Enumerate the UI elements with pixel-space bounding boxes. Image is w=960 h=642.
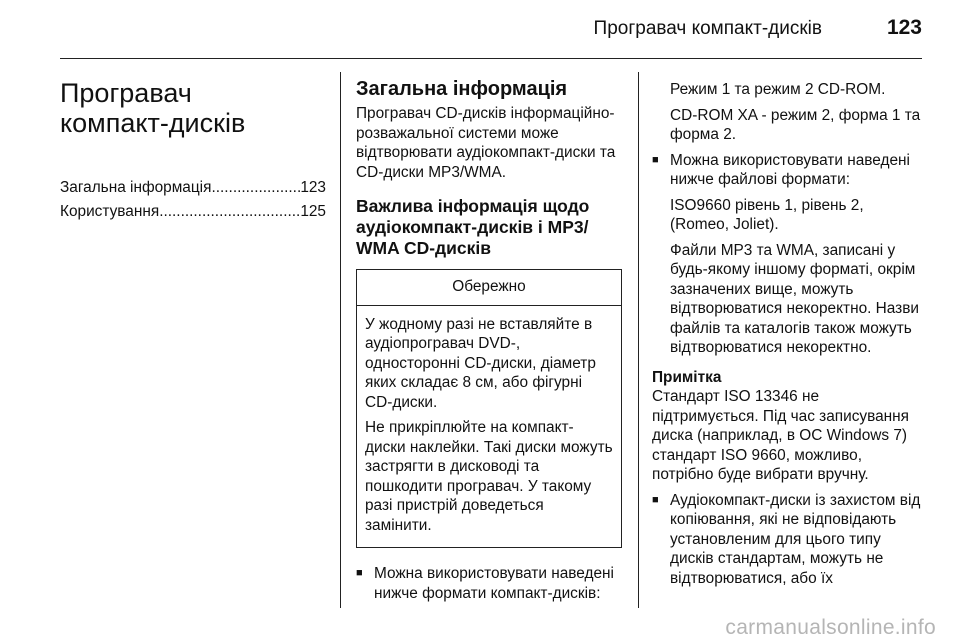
chapter-title-line1: Програвач <box>60 78 192 108</box>
column-divider-1 <box>340 72 341 608</box>
format-line-2: CD-ROM XA - режим 2, форма 1 та форма 2. <box>670 106 921 143</box>
caution-box <box>356 269 622 548</box>
bullet-item: ■ Можна використовувати наведені нижче файлові формати: <box>652 151 924 190</box>
toc-entry-label: Загальна інформація <box>60 179 212 196</box>
intro-paragraph: Програвач CD-дисків інформаційно-розважальної системи може відтворювати аудіокомпакт-диски та CD-диски MP3/WMA. <box>356 105 616 181</box>
column-divider-2 <box>638 72 639 608</box>
format-line-1: Режим 1 та режим 2 CD-ROM. <box>670 81 886 98</box>
running-title: Програвач компакт-дисків <box>593 18 822 39</box>
caution-body <box>357 306 621 548</box>
toc-entry-label: Користування <box>60 202 160 220</box>
page-number: 123 <box>886 16 922 39</box>
chapter-title-line2: компакт-дисків <box>60 108 246 138</box>
toc-leader-dots <box>159 202 300 222</box>
iso-format-line: ISO9660 рівень 1, рівень 2, (Romeo, Joliet). <box>670 196 864 233</box>
column-3 <box>652 80 924 594</box>
column-2 <box>356 78 622 609</box>
subsection-heading: Важлива інформація щодо аудіокомпакт-дисків і MP3/ WMA CD-дисків <box>356 196 590 258</box>
watermark: carmanualsonline.info <box>725 616 936 639</box>
bullet-item: ■ Можна використовувати наведені нижче формати компакт-дисків: <box>356 564 622 603</box>
bullet-item: ■ Аудіокомпакт-диски із захистом від копіювання, які не відповідають установленим для цього типу дисків стандартам, можуть не відтворюватися, або їх <box>652 491 924 589</box>
toc-entry-page: 123 <box>300 179 326 196</box>
toc-leader-dots <box>211 178 300 198</box>
chapter-title <box>60 78 326 138</box>
note-body: Стандарт ISO 13346 не підтримується. Під час записування диска (наприклад, в ОС Windows 7) стандарт ISO 9660, можливо, потрібно буде вибрати вручну. <box>652 388 910 483</box>
note-title: Примітка <box>652 368 722 386</box>
header-rule <box>60 58 922 59</box>
caution-paragraph-2: Не прикріплюйте на компакт-диски наклейки. Такі диски можуть застрягти в дисководі та пошкодити програвач. У такому разі пристрій доведеться замінити. <box>365 419 613 534</box>
toc-entry[interactable] <box>60 202 326 222</box>
caution-title: Обережно <box>357 270 621 306</box>
section-heading: Загальна інформація <box>356 78 568 100</box>
page-header <box>60 14 922 58</box>
files-paragraph: Файли MP3 та WMA, записані у будь-якому іншому форматі, окрім зазначених вище, можуть відтворюватися некоректно. Назви файлів та каталогів також можуть відтворюватися некоректно. <box>670 241 920 356</box>
caution-paragraph-1: У жодному разі не вставляйте в аудіопрогравач DVD-, односторонні CD-диски, діаметр яких складає 8 см, або фігурні CD-диски. <box>365 315 596 411</box>
toc-entry[interactable] <box>60 178 326 198</box>
column-1 <box>60 78 326 225</box>
toc-entry-page: 125 <box>300 202 326 220</box>
